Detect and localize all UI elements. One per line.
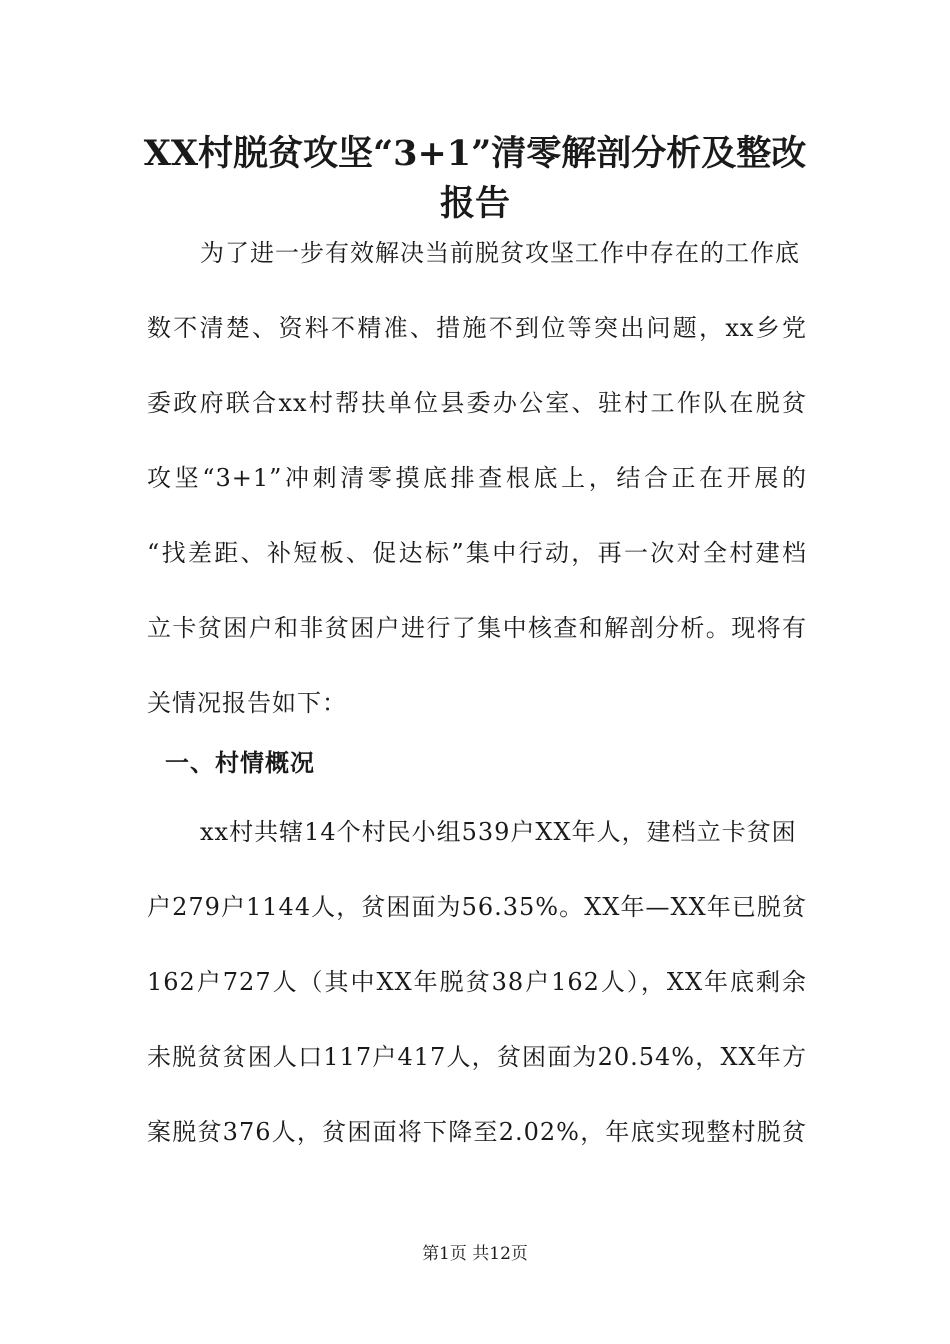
page-number-footer: 第1页 共12页 — [422, 1244, 528, 1264]
section-heading-village-overview: 一、村情概况 — [165, 749, 315, 777]
section1-line-2: 户279户1144人，贫困面为56.35%。XX年—XX年已脱贫 — [147, 893, 807, 921]
section1-line-4: 未脱贫贫困人口117户417人，贫困面为20.54%，XX年方 — [147, 1043, 807, 1071]
intro-line-7: 关情况报告如下： — [147, 689, 347, 717]
intro-line-5: “找差距、补短板、促达标”集中行动，再一次对全村建档 — [147, 539, 807, 567]
intro-line-3: 委政府联合xx村帮扶单位县委办公室、驻村工作队在脱贫 — [147, 389, 807, 417]
intro-line-6: 立卡贫困户和非贫困户进行了集中核查和解剖分析。现将有 — [147, 614, 807, 642]
section1-line-3: 162户727人（其中XX年脱贫38户162人），XX年底剩余 — [147, 968, 807, 996]
intro-line-2: 数不清楚、资料不精准、措施不到位等突出问题，xx乡党 — [147, 314, 807, 342]
section1-line-5: 案脱贫376人，贫困面将下降至2.02%，年底实现整村脱贫 — [147, 1118, 807, 1146]
document-title-line-2: 报告 — [439, 183, 510, 224]
intro-line-4: 攻坚“3+1”冲刺清零摸底排查根底上，结合正在开展的 — [147, 464, 807, 492]
document-title-line-1: XX村脱贫攻坚“3+1”清零解剖分析及整改 — [143, 133, 807, 174]
section1-line-1: xx村共辖14个村民小组539户XX年人，建档立卡贫困 — [200, 818, 797, 846]
intro-line-1: 为了进一步有效解决当前脱贫攻坚工作中存在的工作底 — [200, 239, 800, 267]
